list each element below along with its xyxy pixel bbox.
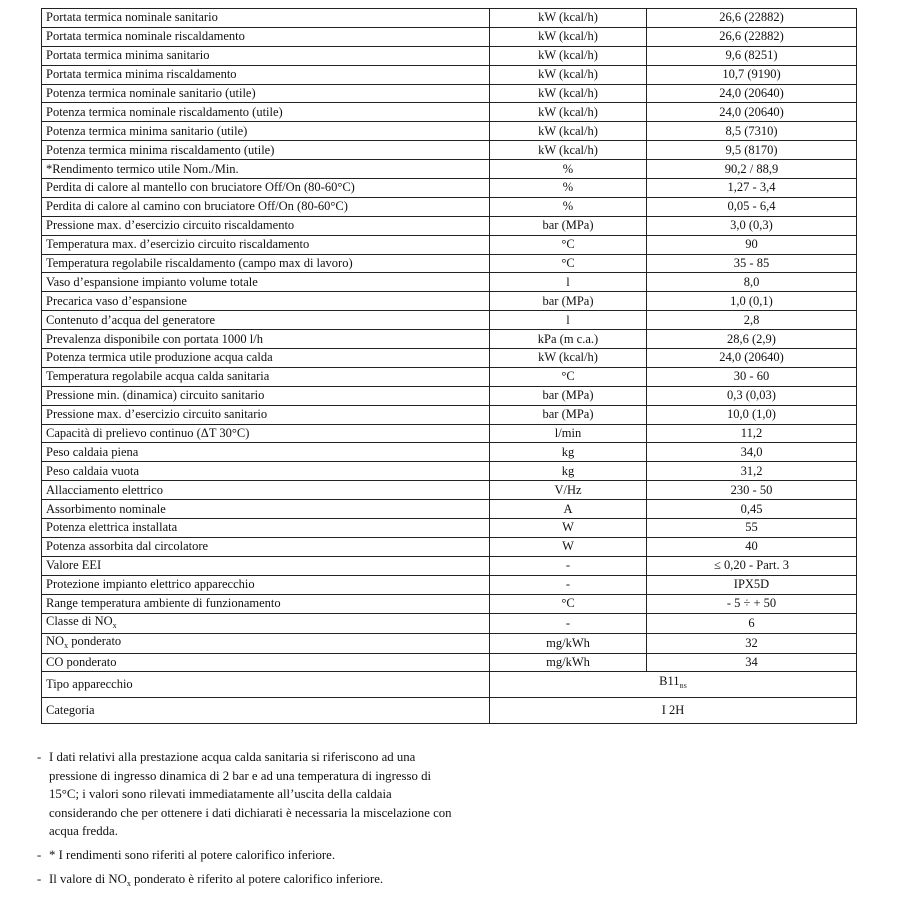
table-row [42,311,857,330]
row-label: Valore EEI [42,556,490,575]
row-value: 9,6 (8251) [647,46,857,65]
footnote-dash: - [37,750,42,764]
row-value: 34,0 [647,443,857,462]
row-unit: kW (kcal/h) [490,9,647,28]
row-unit: kW (kcal/h) [490,103,647,122]
table-row-device-type [42,672,857,698]
table-row [42,103,857,122]
row-label: Potenza elettrica installata [42,519,490,538]
row-value: $B11_{BS}$ [490,672,857,698]
row-label: Temperatura max. d’esercizio circuito riscaldamento [42,235,490,254]
row-label: CO ponderato [42,653,490,672]
row-unit: % [490,197,647,216]
table-row [42,46,857,65]
table-row [42,462,857,481]
table-row [42,330,857,349]
row-value: 40 [647,537,857,556]
row-unit: A [490,500,647,519]
row-unit: kW (kcal/h) [490,46,647,65]
table-row [42,537,857,556]
row-unit: - [490,556,647,575]
row-value: ≤ 0,20 - Part. 3 [647,556,857,575]
row-value: 31,2 [647,462,857,481]
table-row [42,235,857,254]
table-row-nox-class [42,613,857,633]
table-row [42,386,857,405]
row-label: Temperatura regolabile acqua calda sanitaria [42,367,490,386]
row-label: Temperatura regolabile riscaldamento (campo max di lavoro) [42,254,490,273]
row-unit: l [490,311,647,330]
row-label: Potenza termica utile produzione acqua calda [42,349,490,368]
row-value: 10,0 (1,0) [647,405,857,424]
row-label: Categoria [42,698,490,724]
row-value: 32 [647,633,857,653]
row-label: *Rendimento termico utile Nom./Min. [42,160,490,179]
row-label: Pressione max. d’esercizio circuito riscaldamento [42,216,490,235]
row-label: Capacità di prelievo continuo (ΔT 30°C) [42,424,490,443]
table-row [42,27,857,46]
row-value: I 2H [490,698,857,724]
row-label: Range temperatura ambiente di funzionamento [42,594,490,613]
table-row [42,443,857,462]
footnote-text: Il valore di $NO_x$ ponderato è riferito al potere calorifico inferiore. [49,871,384,888]
row-label: Potenza termica nominale riscaldamento (utile) [42,103,490,122]
row-label: Potenza termica minima riscaldamento (utile) [42,141,490,160]
technical-data-table [41,8,857,724]
row-unit: kW (kcal/h) [490,65,647,84]
row-value: 24,0 (20640) [647,84,857,103]
row-value: - 5 ÷ + 50 [647,594,857,613]
row-unit: kg [490,462,647,481]
row-value: 26,6 (22882) [647,9,857,28]
table-row [42,254,857,273]
row-unit: kg [490,443,647,462]
row-label: Contenuto d’acqua del generatore [42,311,490,330]
row-unit: kW (kcal/h) [490,27,647,46]
row-value: 26,6 (22882) [647,27,857,46]
footnote-text: * I rendimenti sono riferiti al potere calorifico inferiore. [49,847,336,862]
row-unit: bar (MPa) [490,216,647,235]
row-label: $NO_x$ ponderato [42,633,490,653]
row-value: 0,45 [647,500,857,519]
row-unit: kW (kcal/h) [490,122,647,141]
row-label: Vaso d’espansione impianto volume totale [42,273,490,292]
row-unit: W [490,519,647,538]
row-label: Precarica vaso d’espansione [42,292,490,311]
row-unit: V/Hz [490,481,647,500]
row-value: 90 [647,235,857,254]
table-row [42,122,857,141]
row-unit: mg/kWh [490,633,647,653]
row-label: Portata termica nominale riscaldamento [42,27,490,46]
row-value: 230 - 50 [647,481,857,500]
table-row [42,216,857,235]
footnote-text: I dati relativi alla prestazione acqua calda sanitaria si riferiscono ad una pressione di ingresso dinamica di 2 bar e ad una temperatura di ingresso di 15°C; i valori sono rilevati immediatamente all’uscita della caldaia considerando che per ottenere i dati dichiarati è necessaria la miscelazione con acqua fredda. [49,750,452,839]
table-row-co-weighted [42,653,857,672]
row-unit: kW (kcal/h) [490,141,647,160]
row-value: 2,8 [647,311,857,330]
row-value: 90,2 / 88,9 [647,160,857,179]
row-value: 6 [647,613,857,633]
row-label: Classe di $NO_x$ [42,613,490,633]
table-row [42,424,857,443]
row-unit: - [490,613,647,633]
row-unit: l [490,273,647,292]
table-row-category [42,698,857,724]
row-unit: bar (MPa) [490,386,647,405]
row-value: IPX5D [647,575,857,594]
row-unit: °C [490,367,647,386]
row-value: 30 - 60 [647,367,857,386]
table-row [42,273,857,292]
row-unit: kW (kcal/h) [490,349,647,368]
table-row [42,556,857,575]
table-row [42,197,857,216]
row-value: 8,5 (7310) [647,122,857,141]
footnote-nox [37,870,457,894]
row-unit: kW (kcal/h) [490,84,647,103]
row-label: Potenza assorbita dal circolatore [42,537,490,556]
table-row [42,481,857,500]
table-row [42,84,857,103]
row-value: 34 [647,653,857,672]
row-unit: kPa (m c.a.) [490,330,647,349]
row-value: 0,05 - 6,4 [647,197,857,216]
table-row [42,179,857,198]
row-unit: l/min [490,424,647,443]
row-value: 1,0 (0,1) [647,292,857,311]
row-unit: °C [490,254,647,273]
row-unit: bar (MPa) [490,292,647,311]
row-unit: °C [490,594,647,613]
row-value: 8,0 [647,273,857,292]
row-value: 55 [647,519,857,538]
row-label: Tipo apparecchio [42,672,490,698]
row-label: Peso caldaia piena [42,443,490,462]
technical-data-footer [42,613,857,724]
table-row [42,292,857,311]
table-row [42,141,857,160]
row-unit: % [490,160,647,179]
row-label: Assorbimento nominale [42,500,490,519]
row-value: 24,0 (20640) [647,349,857,368]
table-row [42,367,857,386]
row-value: 3,0 (0,3) [647,216,857,235]
row-value: 9,5 (8170) [647,141,857,160]
table-row [42,160,857,179]
row-label: Potenza termica nominale sanitario (utile) [42,84,490,103]
footnote-efficiency [37,846,457,865]
footnote-dash: - [37,871,42,886]
table-row [42,575,857,594]
row-unit: °C [490,235,647,254]
row-label: Pressione max. d’esercizio circuito sanitario [42,405,490,424]
row-label: Portata termica minima riscaldamento [42,65,490,84]
row-label: Peso caldaia vuota [42,462,490,481]
row-label: Pressione min. (dinamica) circuito sanitario [42,386,490,405]
row-value: 11,2 [647,424,857,443]
footnote-dash: - [37,847,42,862]
technical-data-body [42,9,857,614]
row-value: 0,3 (0,03) [647,386,857,405]
footnote-dhw-conditions [37,748,457,841]
table-row [42,500,857,519]
row-unit: % [490,179,647,198]
table-row [42,519,857,538]
table-row [42,65,857,84]
row-label: Portata termica nominale sanitario [42,9,490,28]
row-unit: W [490,537,647,556]
row-unit: bar (MPa) [490,405,647,424]
row-label: Portata termica minima sanitario [42,46,490,65]
row-label: Perdita di calore al mantello con bruciatore Off/On (80-60°C) [42,179,490,198]
row-label: Protezione impianto elettrico apparecchio [42,575,490,594]
table-row [42,9,857,28]
table-row [42,349,857,368]
row-label: Prevalenza disponibile con portata 1000 l/h [42,330,490,349]
row-label: Potenza termica minima sanitario (utile) [42,122,490,141]
table-row-nox-weighted [42,633,857,653]
row-value: 1,27 - 3,4 [647,179,857,198]
table-row [42,405,857,424]
table-row [42,594,857,613]
row-value: 28,6 (2,9) [647,330,857,349]
row-value: 35 - 85 [647,254,857,273]
footnotes [37,748,457,898]
row-unit: - [490,575,647,594]
row-label: Perdita di calore al camino con bruciatore Off/On (80-60°C) [42,197,490,216]
row-label: Allacciamento elettrico [42,481,490,500]
row-unit: mg/kWh [490,653,647,672]
row-value: 10,7 (9190) [647,65,857,84]
row-value: 24,0 (20640) [647,103,857,122]
